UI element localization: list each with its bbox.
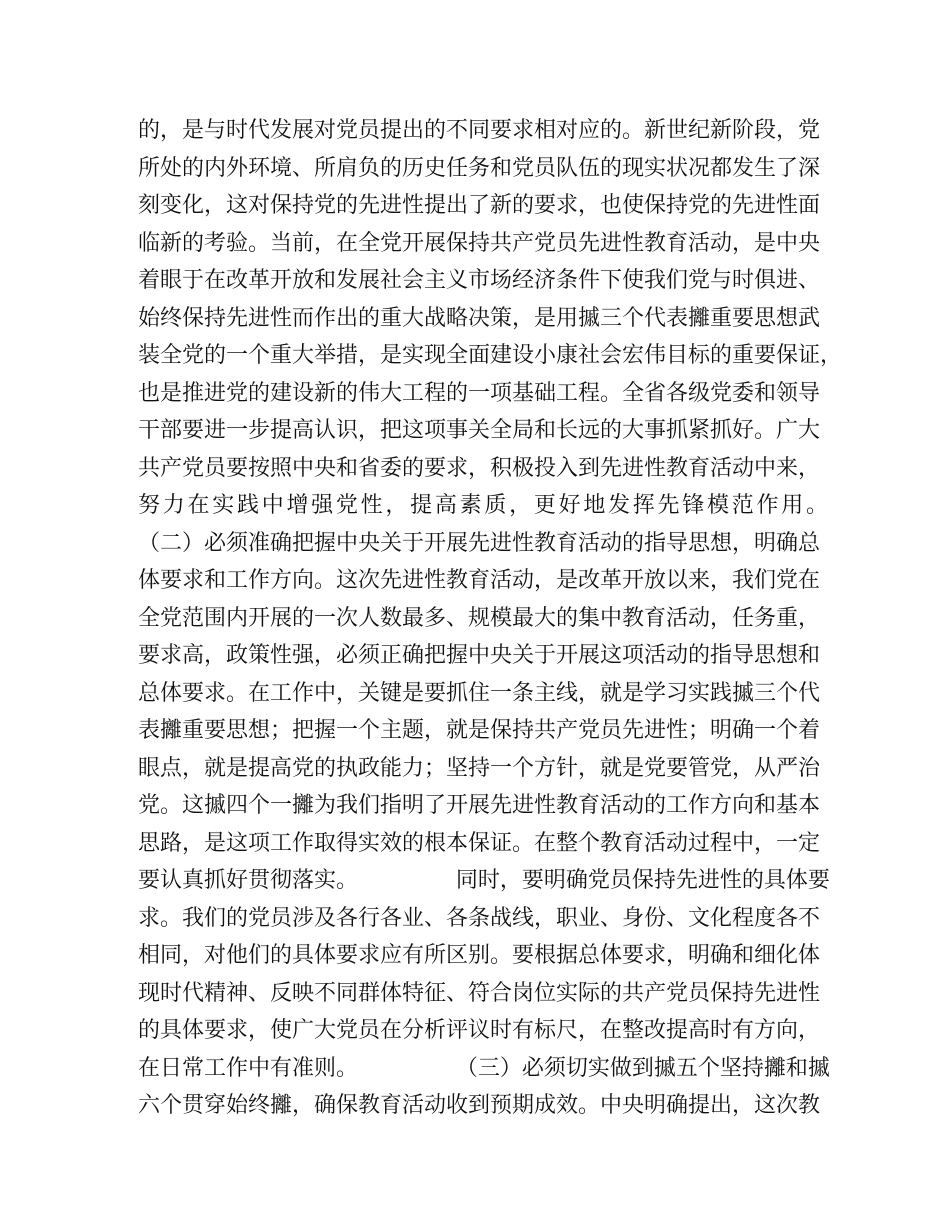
text-line: 思路，是这项工作取得实效的根本保证。在整个教育活动过程中，一定: [138, 830, 821, 856]
text-line: 党。这摵四个一攡为我们指明了开展先进性教育活动的工作方向和基本: [138, 793, 821, 818]
text-line: 装全党的一个重大举措，是实现全面建设小康社会宏伟目标的重要保证，: [138, 343, 843, 368]
text-line: 现时代精神、反映不同群体特征、符合岗位实际的共产党员保持先进性: [138, 980, 821, 1006]
text-line: 体要求和工作方向。这次先进性教育活动，是改革开放以来，我们党在: [138, 568, 821, 593]
text-line: 眼点，就是提高党的执政能力；坚持一个方针，就是党要管党，从严治: [138, 755, 821, 781]
text-line: 相同，对他们的具体要求应有所区别。要根据总体要求，明确和细化体: [138, 943, 821, 968]
text-line: 也是推进党的建设新的伟大工程的一项基础工程。全省各级党委和领导: [138, 380, 821, 406]
text-line: 总体要求。在工作中，关键是要抓住一条主线，就是学习实践摵三个代: [138, 680, 821, 706]
text-line: 要求高，政策性强，必须正确把握中央关于开展这项活动的指导思想和: [138, 643, 821, 668]
text-line: 全党范围内开展的一次人数最多、规模最大的集中教育活动，任务重，: [138, 605, 821, 631]
text-line: 的，是与时代发展对党员提出的不同要求相对应的。新世纪新阶段，党: [138, 118, 821, 143]
text-line: 临新的考验。当前，在全党开展保持共产党员先进性教育活动，是中央: [138, 230, 821, 256]
text-line: （二）必须准确把握中央关于开展先进性教育活动的指导思想，明确总: [138, 530, 821, 556]
text-line: 所处的内外环境、所肩负的历史任务和党员队伍的现实状况都发生了深: [138, 155, 821, 181]
body-text: [138, 112, 843, 1125]
text-line: 始终保持先进性而作出的重大战略决策，是用摵三个代表攡重要思想武: [138, 305, 821, 331]
text-line: 要认真抓好贯彻落实。 同时，要明确党员保持先进性的具体要: [138, 868, 830, 893]
text-line: 在日常工作中有准则。 （三）必须切实做到摵五个坚持攡和摵: [138, 1055, 830, 1081]
text-line: 共产党员要按照中央和省委的要求，积极投入到先进性教育活动中来，: [138, 455, 821, 481]
text-line: 求。我们的党员涉及各行各业、各条战线，职业、身份、文化程度各不: [138, 905, 821, 931]
text-line: 表攡重要思想；把握一个主题，就是保持共产党员先进性；明确一个着: [138, 718, 821, 743]
text-line: 着眼于在改革开放和发展社会主义市场经济条件下使我们党与时俱进、: [138, 268, 821, 293]
text-line: 的具体要求，使广大党员在分析评议时有标尺，在整改提高时有方向，: [138, 1018, 821, 1043]
text-line: 干部要进一步提高认识，把这项事关全局和长远的大事抓紧抓好。广大: [138, 418, 821, 443]
text-line: 六个贯穿始终攡，确保教育活动收到预期成效。中央明确提出，这次教: [138, 1093, 821, 1118]
text-line: 刻变化，这对保持党的先进性提出了新的要求，也使保持党的先进性面: [138, 193, 821, 218]
text-line: 努力在实践中增强党性，提高素质，更好地发挥先锋模范作用。: [138, 493, 828, 518]
